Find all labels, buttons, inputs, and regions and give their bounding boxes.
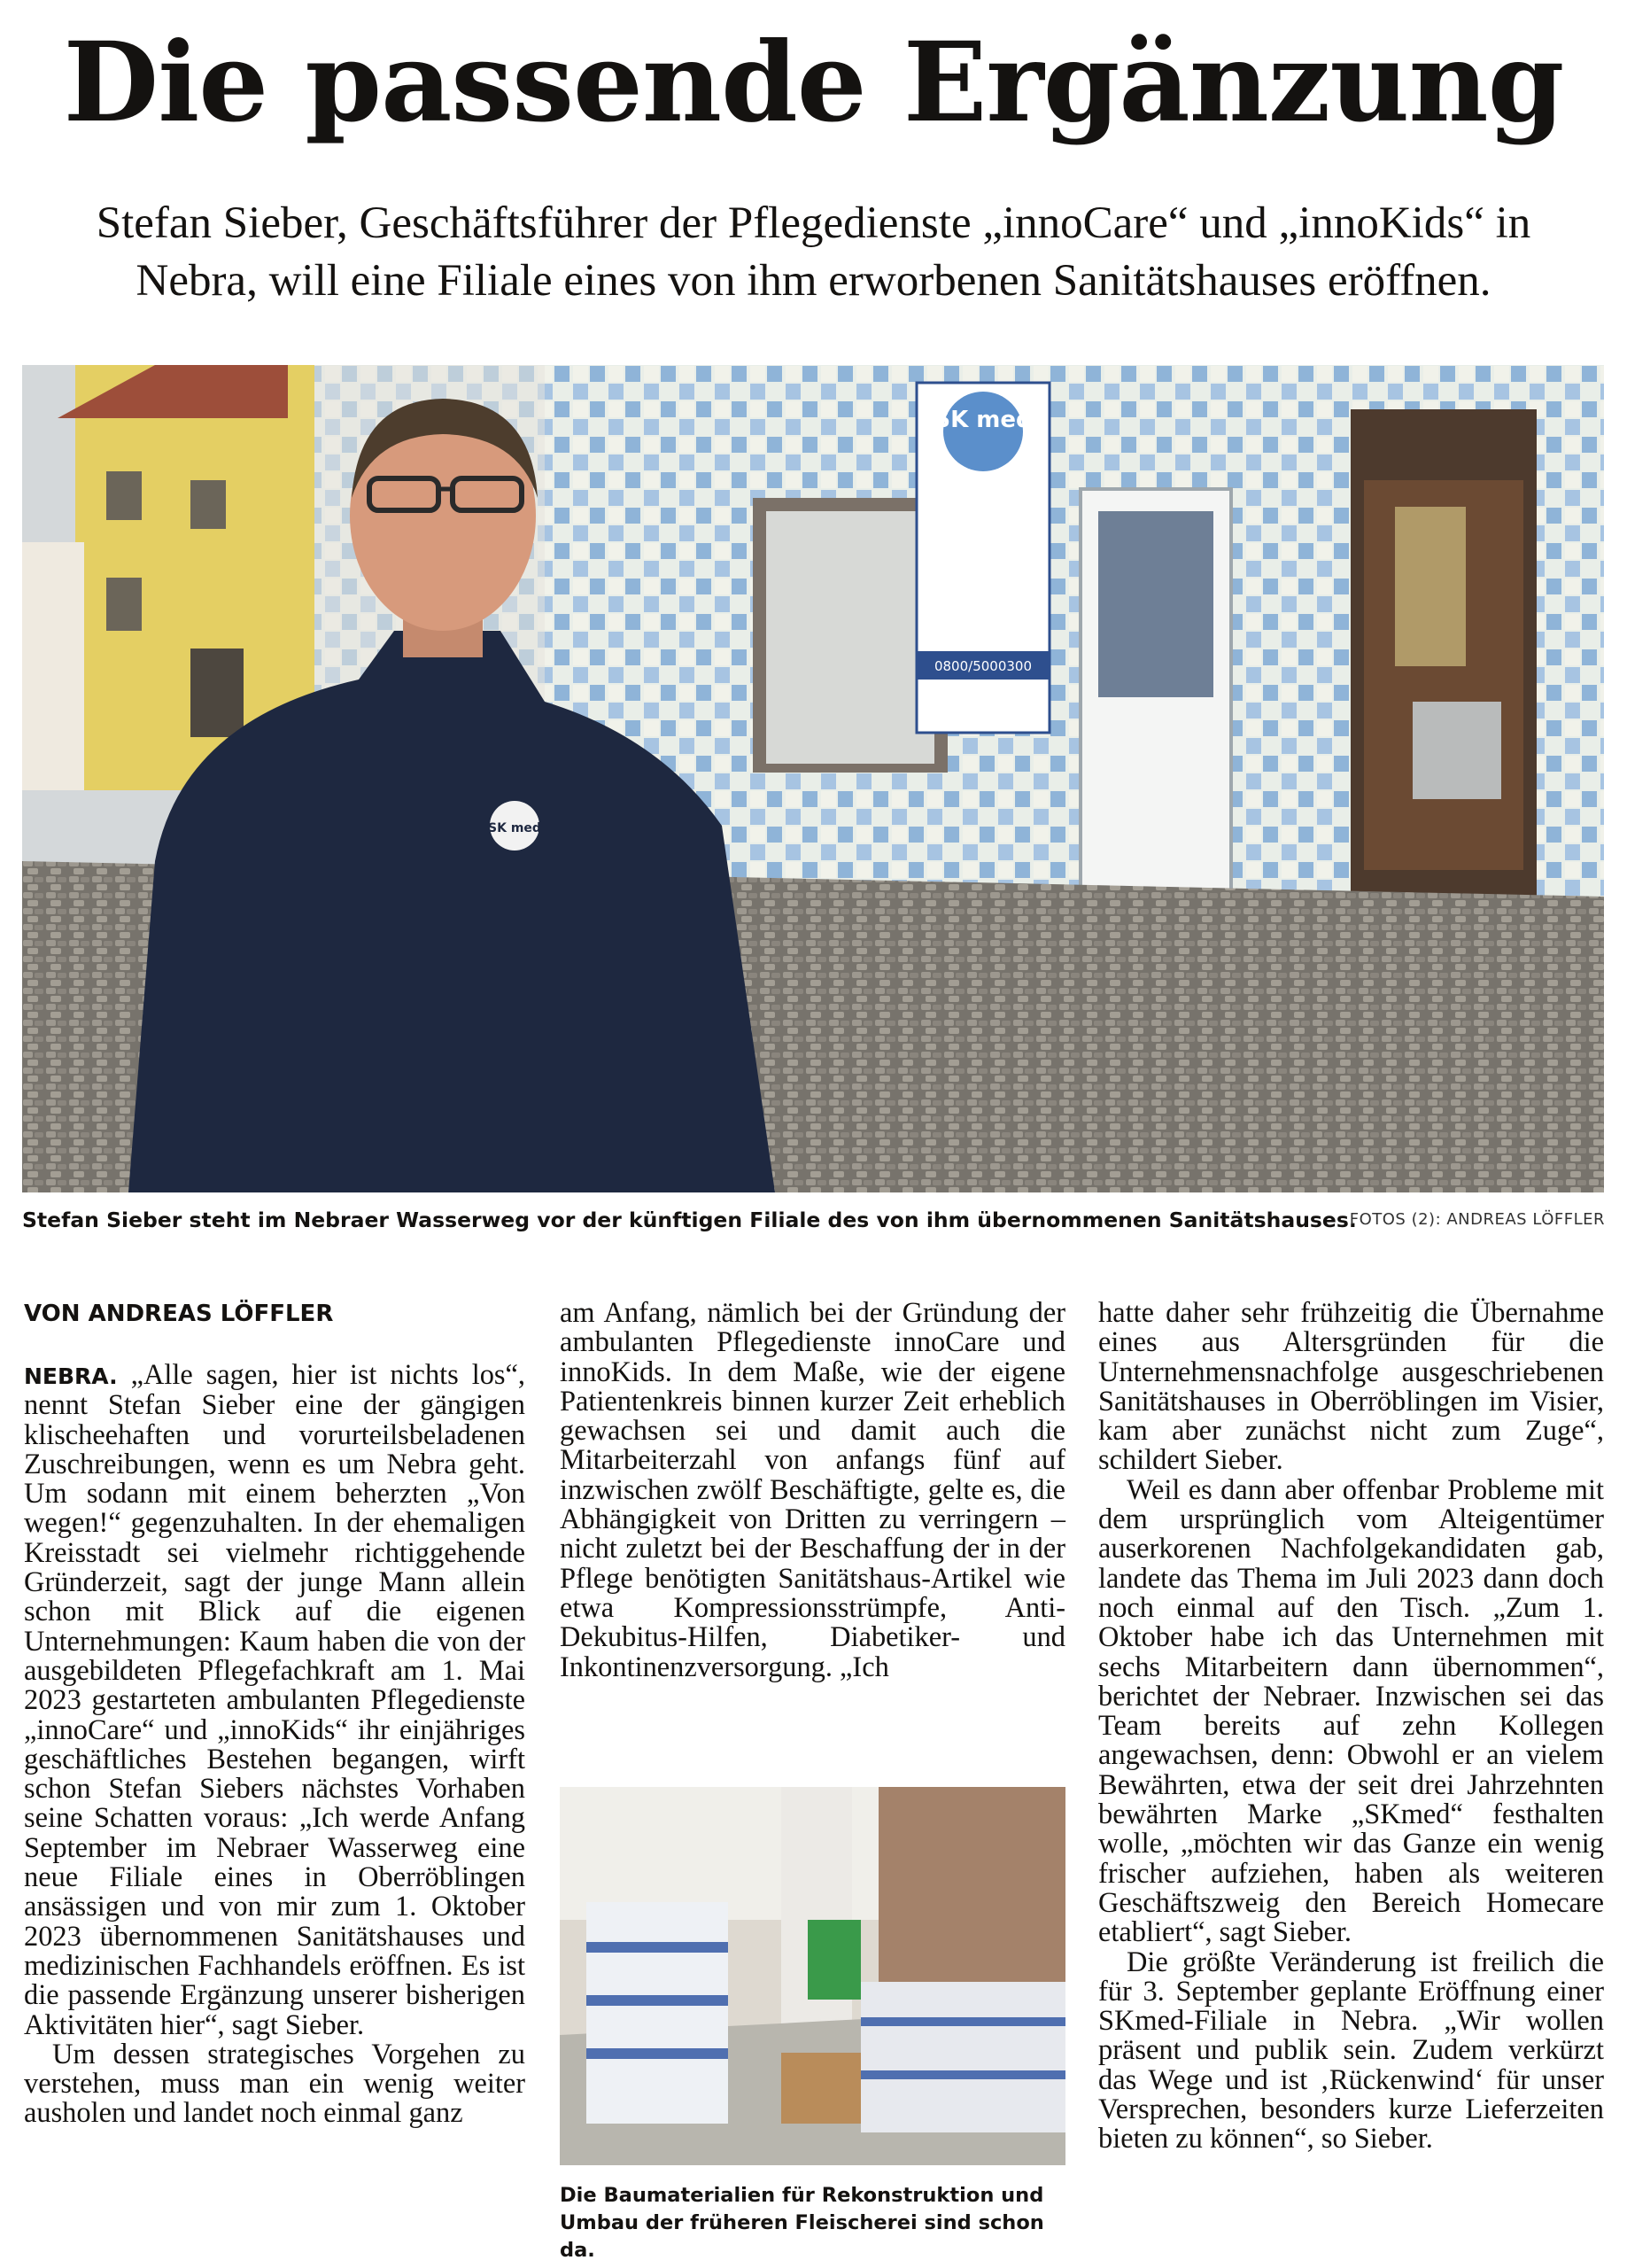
article-column-3 bbox=[1098, 1299, 1604, 2155]
sign-phone-text: 0800/5000300 bbox=[934, 658, 1033, 674]
article-paragraph-3: am Anfang, nämlich bei der Gründung der ambulanten Pflegedienste innoCare und innoKids. In dem Maße, wie der eigene Patientenkreis binnen kurzer Zeit erheblich gewachsen sei und damit auch die Mitarbeiterzahl von anfangs fünf auf inzwischen zwölf Beschäftigte, gelte es, die Abhängigkeit von Dritten zu verringern – nicht zuletzt bei der Beschaffung der in der Pflege benötigten Sanitätshaus-Artikel wie etwa Kompressionsstrümpfe, Anti-Dekubitus-Hilfen, Diabetiker- und Inkontinenzversorgung. „Ich bbox=[560, 1297, 1065, 1683]
dateline: NEBRA. bbox=[24, 1363, 118, 1389]
article-paragraph-5: Weil es dann aber offenbar Probleme mit dem ursprünglich vom Alteigentümer auserkorenen Nachfolgekandidaten gab, landete das Thema im Juli 2023 dann doch noch einmal auf den Tisch. „Zum 1. Oktober habe ich das Unternehmen mit sechs Mitarbeitern dann übernommen“, berichtet der Nebraer. Inzwischen sei das Team bereits auf zehn Kollegen angewachsen, denn: Obwohl er an vielem Bewährten, etwa der seit drei Jahrzehnten bewährten Marke „SKmed“ festhalten wolle, „möchten wir das Ganze ein wenig frischer aufziehen, haben als weiteren Geschäftszweig den Bereich Homecare etabliert“, sagt Sieber. bbox=[1098, 1473, 1604, 1949]
construction-photo bbox=[560, 1787, 1065, 2165]
main-photo bbox=[22, 365, 1604, 1192]
article-paragraph-6: Die größte Veränderung ist freilich die für 3. September geplante Eröffnung einer SKmed-Filiale in Nebra. „Wir wollen präsent und publik sein. Zudem verkürzt das Wege und ist ‚Rückenwind‘ für unser Versprechen, besonders kurze Lieferzeiten bieten zu können“, so Sieber. bbox=[1098, 1946, 1604, 2155]
sign-logo-text: SK med bbox=[934, 407, 1033, 433]
byline: VON ANDREAS LÖFFLER bbox=[24, 1301, 334, 1327]
article-paragraph-2: Um dessen strategisches Vorgehen zu verstehen, muss man ein wenig weiter ausholen und landet noch einmal ganz bbox=[24, 2038, 525, 2130]
headline: Die passende Ergänzung bbox=[63, 19, 1564, 147]
subheadline: Stefan Sieber, Geschäftsführer der Pflegedienste „innoCare“ und „innoKids“ in Nebra, will eine Filiale eines von ihm erworbenen Sanitätshauses eröffnen. bbox=[96, 198, 1531, 306]
article-paragraph-4: hatte daher sehr frühzeitig die Übernahme eines aus Altersgründen für die Unternehmensnachfolge ausgeschriebenen Sanitätshauses in Oberröblingen im Visier, kam aber zunächst nicht zum Zuge“, schildert Sieber. bbox=[1098, 1297, 1604, 1477]
construction-photo-caption: Die Baumaterialien für Rekonstruktion und Umbau der früheren Fleischerei sind schon da. bbox=[560, 2184, 1044, 2262]
article-paragraph-1-text: „Alle sagen, hier ist nichts los“, nennt Stefan Sieber eine der gängigen klischeehaften und vorurteilsbeladenen Zuschreibungen, wenn es um Nebra geht. Um sodann mit einem beherzten „Von wegen!“ gegenzuhalten. In der ehemaligen Kreisstadt sei vielmehr richtiggehende Gründerzeit, sagt der junge Mann allein schon mit Blick auf die eigenen Unternehmungen: Kaum haben die von der ausgebildeten Pflegefachkraft am 1. Mai 2023 gestarteten ambulanten Pflegedienste „innoCare“ und „innoKids“ ihr einjähriges geschäftliches Bestehen begangen, wirft schon Stefan Siebers nächstes Vorhaben seine Schatten voraus: „Ich werde Anfang September im Nebraer Wasserweg eine neue Filiale eines in Oberröblingen ansässigen und von mir zum 1. Oktober 2023 übernommenen Sanitätshauses und medizinischen Fachhandels eröffnen. Es ist die passende Ergänzung unserer bisherigen Aktivitäten hier“, sagt Sieber. bbox=[24, 1359, 525, 2041]
main-photo-caption: Stefan Sieber steht im Nebraer Wasserweg vor der künftigen Filiale des von ihm übernommenen Sanitätshauses. bbox=[22, 1208, 1357, 1232]
main-photo-illustration bbox=[22, 365, 1604, 1192]
article-column-2 bbox=[560, 1299, 1065, 1682]
article-paragraph-1 bbox=[24, 1361, 525, 2040]
jacket-logo-text: SK med bbox=[488, 821, 541, 835]
article-column-1 bbox=[24, 1361, 525, 2129]
photo-credit: FOTOS (2): ANDREAS LÖFFLER bbox=[1349, 1210, 1605, 1229]
construction-photo-illustration bbox=[560, 1787, 1065, 2165]
